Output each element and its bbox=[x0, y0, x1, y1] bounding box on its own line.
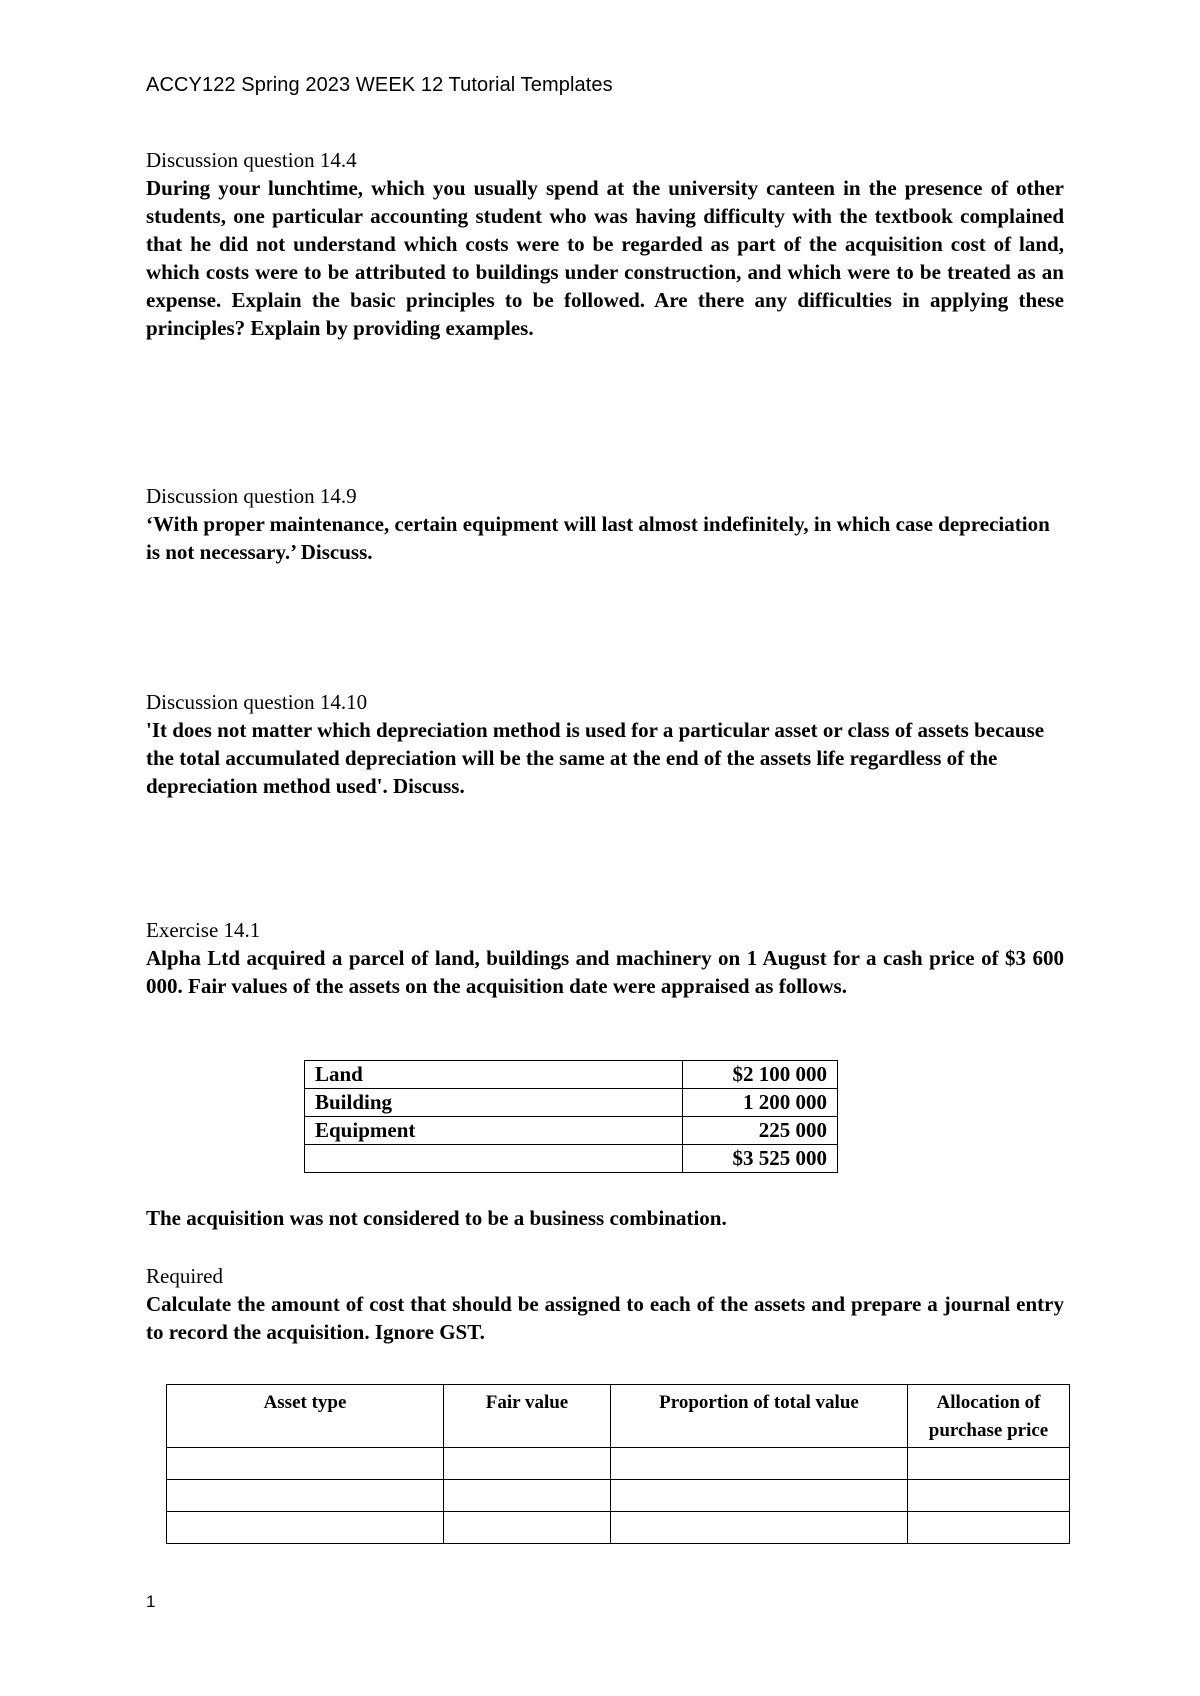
empty-cell bbox=[444, 1448, 611, 1480]
section-body: Alpha Ltd acquired a parcel of land, buildings and machinery on 1 August for a cash price of $3 600 000. Fair values of the assets on the acquisition date were appraised as follows. bbox=[146, 946, 1064, 998]
section-title: Exercise 14.1 bbox=[146, 918, 261, 942]
section-body: 'It does not matter which depreciation method is used for a particular asset or class of assets because the total accumulated depreciation will be the same at the end of the assets life regardless of the depreciation method used'. Discuss. bbox=[146, 718, 1045, 798]
empty-cell bbox=[908, 1512, 1070, 1544]
empty-cell bbox=[611, 1480, 908, 1512]
empty-cell bbox=[908, 1448, 1070, 1480]
asset-name-cell: Building bbox=[305, 1089, 683, 1117]
column-header-allocation: Allocation of purchase price bbox=[908, 1385, 1070, 1448]
empty-cell bbox=[611, 1448, 908, 1480]
asset-name-cell: Land bbox=[305, 1061, 683, 1089]
asset-name-cell bbox=[305, 1145, 683, 1173]
required-body: Calculate the amount of cost that should be assigned to each of the assets and prepare a journal entry to record the acquisition. Ignore GST. bbox=[146, 1292, 1064, 1344]
table-row bbox=[305, 1089, 838, 1117]
total-amount-cell: $3 525 000 bbox=[683, 1145, 838, 1173]
table-row bbox=[305, 1117, 838, 1145]
empty-cell bbox=[167, 1512, 444, 1544]
exercise-14-1 bbox=[146, 916, 1064, 1000]
business-combination-note: The acquisition was not considered to be a business combination. bbox=[146, 1206, 727, 1230]
empty-cell bbox=[167, 1480, 444, 1512]
fair-value-table bbox=[304, 1060, 838, 1173]
empty-cell bbox=[444, 1512, 611, 1544]
table-header-row bbox=[167, 1385, 1070, 1448]
table-row bbox=[167, 1512, 1070, 1544]
section-title: Discussion question 14.9 bbox=[146, 484, 357, 508]
table-total-row bbox=[305, 1145, 838, 1173]
column-header-asset-type: Asset type bbox=[167, 1385, 444, 1448]
amount-cell: $2 100 000 bbox=[683, 1061, 838, 1089]
section-body: ‘With proper maintenance, certain equipment will last almost indefinitely, in which case depreciation is not necessary.’ Discuss. bbox=[146, 512, 1050, 564]
column-header-fair-value: Fair value bbox=[444, 1385, 611, 1448]
allocation-table bbox=[166, 1384, 1070, 1544]
table-row bbox=[305, 1061, 838, 1089]
empty-cell bbox=[908, 1480, 1070, 1512]
page-number: 1 bbox=[146, 1592, 156, 1611]
table-row bbox=[167, 1448, 1070, 1480]
discussion-question-14-9 bbox=[146, 482, 1064, 566]
section-title: Discussion question 14.10 bbox=[146, 690, 368, 714]
page-header: ACCY122 Spring 2023 WEEK 12 Tutorial Templates bbox=[146, 74, 613, 96]
discussion-question-14-10 bbox=[146, 688, 1064, 800]
table-row bbox=[167, 1480, 1070, 1512]
section-title: Discussion question 14.4 bbox=[146, 148, 357, 172]
amount-cell: 225 000 bbox=[683, 1117, 838, 1145]
empty-cell bbox=[167, 1448, 444, 1480]
amount-cell: 1 200 000 bbox=[683, 1089, 838, 1117]
section-body: During your lunchtime, which you usually spend at the university canteen in the presence of other students, one particular accounting student who was having difficulty with the textbook complained that he did not understand which costs were to be regarded as part of the acquisition cost of land, which costs were to be attributed to buildings under construction, and which were to be treated as an expense. Explain the basic principles to be followed. Are there any difficulties in applying these principles? Explain by providing examples. bbox=[146, 176, 1064, 340]
asset-name-cell: Equipment bbox=[305, 1117, 683, 1145]
required-section bbox=[146, 1262, 1064, 1346]
discussion-question-14-4 bbox=[146, 146, 1064, 342]
required-title: Required bbox=[146, 1264, 223, 1288]
column-header-proportion: Proportion of total value bbox=[611, 1385, 908, 1448]
empty-cell bbox=[611, 1512, 908, 1544]
empty-cell bbox=[444, 1480, 611, 1512]
